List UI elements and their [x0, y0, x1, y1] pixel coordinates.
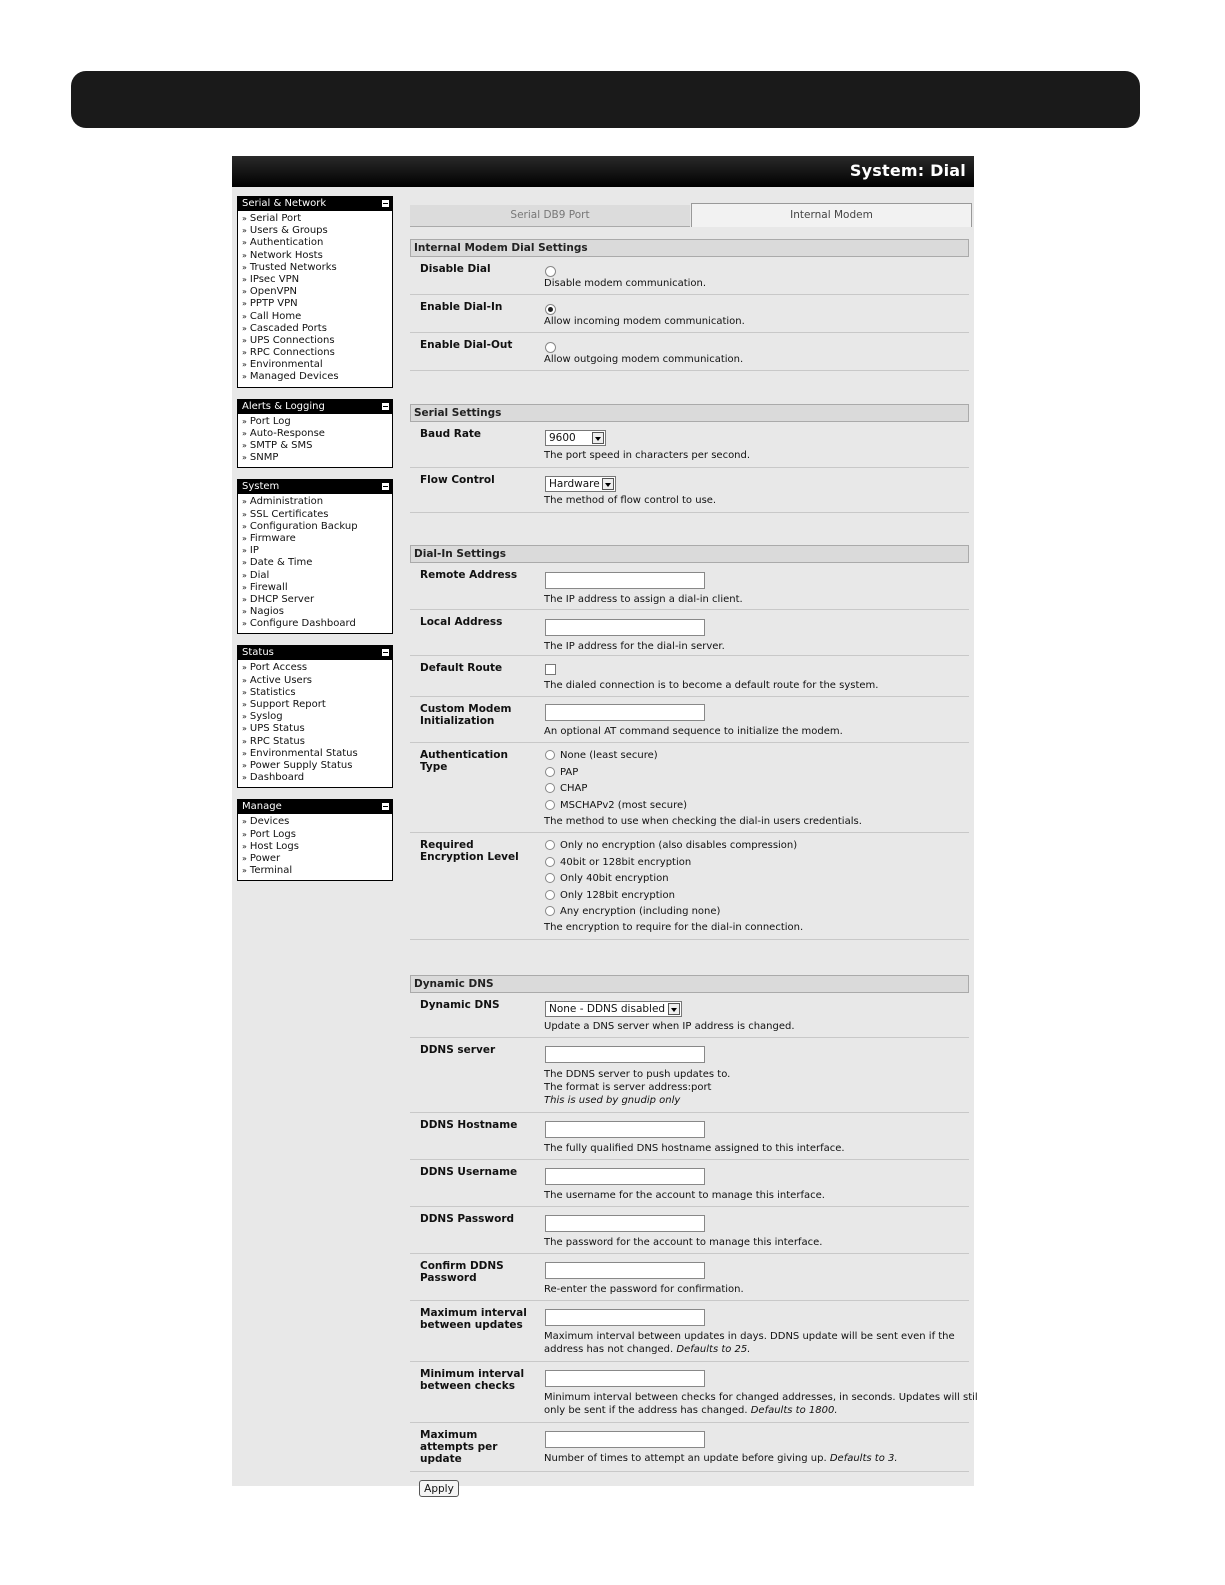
double-chevron-icon: »: [242, 687, 247, 697]
double-chevron-icon: »: [242, 226, 247, 236]
max-attempts-label: Maximum attempts per update: [420, 1429, 498, 1465]
encryption-radio[interactable]: [545, 840, 555, 850]
sidebar: [237, 196, 393, 892]
sidebar-item[interactable]: [242, 841, 392, 853]
sidebar-item-label: Devices: [249, 816, 290, 828]
encryption-option-label: Only no encryption (also disables compression): [560, 840, 798, 851]
sidebar-item-label: Dial: [249, 569, 270, 581]
collapse-icon[interactable]: [382, 403, 389, 410]
sidebar-item[interactable]: [242, 521, 392, 533]
ddns-hostname-row: [410, 1113, 969, 1160]
sidebar-item-label: RPC Status: [249, 735, 305, 747]
sidebar-item[interactable]: [242, 286, 392, 298]
encryption-option[interactable]: [545, 871, 797, 888]
sidebar-item-label: IP: [249, 545, 259, 557]
collapse-icon[interactable]: [382, 649, 389, 656]
sidebar-item-label: Power Supply Status: [249, 759, 353, 771]
encryption-label: Required Encryption Level: [420, 839, 519, 863]
disable-dial-radio[interactable]: [545, 266, 556, 277]
double-chevron-icon: »: [242, 607, 247, 617]
double-chevron-icon: »: [242, 663, 247, 673]
sidebar-item[interactable]: [242, 213, 392, 225]
double-chevron-icon: »: [242, 521, 247, 531]
flow-control-row: [410, 468, 969, 513]
enable-dialout-label: Enable Dial-Out: [420, 339, 513, 351]
ddns-server-input[interactable]: [545, 1046, 705, 1063]
sidebar-item-label: SMTP & SMS: [249, 440, 313, 451]
double-chevron-icon: »: [242, 372, 247, 382]
sidebar-item[interactable]: [242, 582, 392, 594]
double-chevron-icon: »: [242, 841, 247, 851]
sidebar-item[interactable]: [242, 687, 392, 699]
auth-type-option[interactable]: [545, 781, 687, 798]
sidebar-item-label: Environmental Status: [249, 747, 358, 759]
enable-dialin-label: Enable Dial-In: [420, 301, 503, 313]
sidebar-item[interactable]: [242, 323, 392, 335]
double-chevron-icon: »: [242, 214, 247, 223]
ddns-server-label: DDNS server: [420, 1044, 496, 1056]
sidebar-item[interactable]: [242, 675, 392, 687]
encryption-option[interactable]: [545, 855, 797, 872]
chevron-down-icon: [592, 432, 604, 444]
encryption-radio[interactable]: [545, 857, 555, 867]
encryption-row: [410, 833, 969, 940]
sidebar-item-label: Network Hosts: [249, 249, 323, 261]
flow-control-select[interactable]: [545, 476, 616, 492]
ddns-mode-value: None - DDNS disabled: [549, 1003, 666, 1015]
double-chevron-icon: »: [242, 582, 247, 592]
sidebar-item[interactable]: [242, 335, 392, 347]
double-chevron-icon: »: [242, 453, 247, 463]
remote-address-label: Remote Address: [420, 569, 518, 581]
ddns-username-label: DDNS Username: [420, 1166, 518, 1178]
max-interval-help: [544, 1330, 955, 1356]
double-chevron-icon: »: [242, 299, 247, 309]
double-chevron-icon: »: [242, 748, 247, 758]
encryption-option-label: Only 40bit encryption: [560, 873, 669, 884]
apply-button[interactable]: Apply: [419, 1480, 459, 1497]
double-chevron-icon: »: [242, 594, 247, 604]
default-route-help: The dialed connection is to become a default route for the system.: [544, 680, 879, 691]
sidebar-item-label: Statistics: [249, 686, 296, 698]
collapse-icon[interactable]: [382, 483, 389, 490]
sidebar-item[interactable]: [242, 699, 392, 711]
sidebar-item[interactable]: [242, 557, 392, 569]
auth-type-option[interactable]: [545, 765, 687, 782]
sidebar-item-label: Cascaded Ports: [249, 322, 327, 334]
sidebar-item[interactable]: [242, 748, 392, 760]
max-attempts-input[interactable]: [545, 1431, 705, 1448]
sidebar-item[interactable]: [242, 723, 392, 735]
collapse-icon[interactable]: [382, 200, 389, 207]
enable-dialout-radio[interactable]: [545, 342, 556, 353]
double-chevron-icon: »: [242, 570, 247, 580]
sidebar-item[interactable]: [242, 865, 392, 877]
double-chevron-icon: »: [242, 335, 247, 345]
sidebar-item-label: Trusted Networks: [249, 261, 337, 273]
sidebar-item-label: SSL Certificates: [249, 508, 329, 520]
double-chevron-icon: »: [242, 853, 247, 863]
double-chevron-icon: »: [242, 274, 247, 284]
page-banner: [71, 71, 1140, 128]
ddns-username-help: The username for the account to manage this interface.: [544, 1190, 825, 1201]
ddns-mode-row: [410, 993, 969, 1038]
sidebar-item[interactable]: [242, 416, 392, 428]
sidebar-item[interactable]: [242, 772, 392, 784]
double-chevron-icon: »: [242, 773, 247, 783]
ddns-password-help: The password for the account to manage this interface.: [544, 1237, 823, 1248]
ddns-username-row: [410, 1160, 969, 1207]
sidebar-item[interactable]: [242, 262, 392, 274]
max-interval-default: Defaults to 25.: [676, 1344, 751, 1355]
double-chevron-icon: »: [242, 497, 247, 507]
dialin-section: [410, 545, 969, 940]
ddns-server-row: [410, 1038, 969, 1113]
double-chevron-icon: »: [242, 724, 247, 734]
sidebar-item[interactable]: [242, 816, 392, 828]
min-interval-help-line: only be sent if the address has changed.: [544, 1405, 748, 1416]
ddns-confirm-row: [410, 1254, 969, 1301]
sidebar-item[interactable]: [242, 298, 392, 310]
auth-type-radio[interactable]: [545, 750, 555, 760]
sidebar-item-label: UPS Connections: [249, 334, 335, 346]
min-interval-help: [544, 1391, 978, 1417]
sidebar-item-label: RPC Connections: [249, 347, 335, 359]
sidebar-item-label: Dashboard: [249, 772, 305, 784]
section-header: Internal Modem Dial Settings: [410, 239, 969, 257]
auth-type-help: The method to use when checking the dial-in users credentials.: [544, 816, 862, 827]
sidebar-item-label: Support Report: [249, 699, 326, 710]
sidebar-item[interactable]: [242, 359, 392, 371]
sidebar-item-label: Serial Port: [249, 213, 302, 224]
sidebar-item-label: Configuration Backup: [249, 520, 358, 532]
max-attempts-row: [410, 1423, 969, 1472]
sidebar-item-label: Managed Devices: [249, 371, 339, 383]
flow-control-value: Hardware: [549, 478, 600, 490]
custom-init-help: An optional AT command sequence to initialize the modem.: [544, 726, 843, 737]
enable-dialin-row: [410, 295, 969, 333]
ddns-confirm-input[interactable]: [545, 1262, 705, 1279]
max-attempts-help-text: Number of times to attempt an update before giving up.: [544, 1453, 827, 1464]
encryption-radio[interactable]: [545, 873, 555, 883]
section-header: Dynamic DNS: [410, 975, 969, 993]
encryption-help: The encryption to require for the dial-in connection.: [544, 922, 804, 933]
sidebar-item-label: DHCP Server: [249, 593, 315, 605]
sidebar-section-title: Manage: [242, 801, 282, 813]
remote-address-row: [410, 563, 969, 610]
custom-init-row: [410, 697, 969, 743]
sidebar-section: [237, 799, 393, 881]
encryption-option[interactable]: [545, 888, 797, 905]
ddns-password-row: [410, 1207, 969, 1254]
min-interval-label: Minimum interval between checks: [420, 1368, 525, 1392]
main-content: [410, 203, 978, 1495]
min-interval-help-line: Minimum interval between checks for changed addresses, in seconds. Updates will stil: [544, 1392, 978, 1403]
local-address-row: [410, 610, 969, 656]
sidebar-section: [237, 479, 393, 634]
title-bar: [232, 156, 974, 187]
sidebar-item[interactable]: [242, 225, 392, 237]
sidebar-item[interactable]: [242, 452, 392, 464]
sidebar-item-label: Active Users: [249, 674, 313, 686]
sidebar-section: [237, 196, 393, 388]
sidebar-item-label: Port Access: [249, 662, 308, 674]
sidebar-section-header[interactable]: [238, 646, 392, 660]
sidebar-item-label: Date & Time: [249, 557, 313, 569]
double-chevron-icon: »: [242, 509, 247, 519]
default-route-checkbox[interactable]: [545, 664, 556, 675]
disable-dial-row: [410, 257, 969, 295]
double-chevron-icon: »: [242, 760, 247, 770]
enable-dialin-radio[interactable]: [545, 304, 556, 315]
encryption-option[interactable]: [545, 904, 797, 921]
double-chevron-icon: »: [242, 558, 247, 568]
double-chevron-icon: »: [242, 323, 247, 333]
local-address-help: The IP address for the dial-in server.: [544, 641, 725, 652]
sidebar-item-label: Firmware: [249, 532, 296, 544]
sidebar-section-title: Alerts & Logging: [242, 400, 325, 412]
ddns-hostname-help: The fully qualified DNS hostname assigned to this interface.: [544, 1143, 845, 1154]
custom-init-input[interactable]: [545, 704, 705, 721]
double-chevron-icon: »: [242, 311, 247, 321]
double-chevron-icon: »: [242, 428, 247, 438]
double-chevron-icon: »: [242, 700, 247, 709]
baud-rate-select[interactable]: [545, 430, 606, 446]
auth-type-option-label: PAP: [560, 766, 579, 778]
tab-internal-modem[interactable]: Internal Modem: [691, 203, 972, 227]
sidebar-item[interactable]: [242, 274, 392, 286]
ddns-confirm-label: Confirm DDNS Password: [420, 1260, 504, 1284]
sidebar-item-label: OpenVPN: [249, 286, 297, 298]
chevron-down-icon: [602, 478, 614, 490]
page-title: System: Dial: [849, 161, 966, 180]
sidebar-item-label: Power: [249, 852, 281, 864]
sidebar-section-header[interactable]: [238, 400, 392, 414]
double-chevron-icon: »: [242, 287, 247, 297]
sidebar-item[interactable]: [242, 237, 392, 249]
sidebar-item-label: Call Home: [249, 310, 302, 322]
auth-type-option[interactable]: [545, 748, 687, 765]
double-chevron-icon: »: [242, 817, 247, 827]
double-chevron-icon: »: [242, 262, 247, 272]
sidebar-item[interactable]: [242, 736, 392, 748]
app-window: [232, 156, 978, 1495]
max-interval-label: Maximum interval between updates: [420, 1307, 527, 1331]
min-interval-row: [410, 1362, 978, 1423]
min-interval-input[interactable]: [545, 1370, 705, 1387]
sidebar-item-label: Authentication: [249, 237, 324, 249]
sidebar-item[interactable]: [242, 371, 392, 383]
sidebar-item[interactable]: [242, 428, 392, 440]
encryption-option-label: Any encryption (including none): [560, 906, 721, 917]
sidebar-item[interactable]: [242, 829, 392, 841]
chevron-down-icon: [668, 1003, 680, 1015]
sidebar-item[interactable]: [242, 347, 392, 359]
sidebar-item-label: Nagios: [249, 606, 284, 618]
auth-type-option[interactable]: [545, 798, 687, 815]
double-chevron-icon: »: [242, 238, 247, 248]
sidebar-item[interactable]: [242, 618, 392, 630]
tab-bar: [410, 203, 971, 227]
encryption-option-label: Only 128bit encryption: [560, 889, 675, 901]
max-interval-row: [410, 1301, 969, 1362]
auth-type-option-label: None (least secure): [560, 750, 658, 761]
sidebar-item[interactable]: [242, 606, 392, 618]
ddns-hostname-label: DDNS Hostname: [420, 1119, 518, 1131]
ddns-confirm-help: Re-enter the password for confirmation.: [544, 1284, 744, 1295]
sidebar-item-label: Host Logs: [249, 840, 299, 852]
sidebar-section-header[interactable]: [238, 480, 392, 494]
sidebar-item[interactable]: [242, 311, 392, 323]
baud-rate-help: The port speed in characters per second.: [544, 450, 751, 461]
tab-serial-db9-port[interactable]: Serial DB9 Port: [410, 205, 690, 227]
baud-rate-row: [410, 422, 969, 468]
ddns-mode-select[interactable]: [545, 1001, 682, 1017]
ddns-server-help-note: This is used by gnudip only: [544, 1095, 681, 1106]
ddns-password-input[interactable]: [545, 1215, 705, 1232]
sidebar-item-label: Port Log: [249, 415, 291, 427]
double-chevron-icon: »: [242, 675, 247, 685]
local-address-label: Local Address: [420, 616, 503, 628]
auth-type-option-label: CHAP: [560, 783, 588, 794]
remote-address-input[interactable]: [545, 572, 705, 589]
max-interval-help-line: address has not changed.: [544, 1344, 674, 1355]
sidebar-item-label: Configure Dashboard: [249, 618, 356, 630]
modem-section: [410, 239, 969, 371]
sidebar-item[interactable]: [242, 533, 392, 545]
max-interval-help-line: Maximum interval between updates in days. DDNS update will be sent even if the: [544, 1331, 955, 1342]
encryption-options: [545, 838, 797, 921]
auth-type-radio[interactable]: [545, 767, 555, 777]
ddns-hostname-input[interactable]: [545, 1121, 705, 1138]
double-chevron-icon: »: [242, 416, 247, 426]
disable-dial-label: Disable Dial: [420, 263, 491, 275]
enable-dialout-row: [410, 333, 969, 371]
auth-type-radio[interactable]: [545, 800, 555, 810]
max-attempts-default: Defaults to 3.: [829, 1453, 898, 1464]
sidebar-item-label: Auto-Response: [249, 427, 325, 439]
encryption-option[interactable]: [545, 838, 797, 855]
encryption-option-label: 40bit or 128bit encryption: [560, 856, 692, 868]
sidebar-item-label: Firewall: [249, 581, 288, 593]
double-chevron-icon: »: [242, 736, 247, 746]
enable-dialin-help: Allow incoming modem communication.: [544, 316, 745, 327]
double-chevron-icon: »: [242, 619, 247, 629]
sidebar-item-label: Administration: [249, 496, 324, 508]
enable-dialout-help: Allow outgoing modem communication.: [544, 354, 744, 365]
max-interval-input[interactable]: [545, 1309, 705, 1326]
ddns-server-help: [544, 1068, 730, 1107]
sidebar-item[interactable]: [242, 250, 392, 262]
sidebar-item[interactable]: [242, 711, 392, 723]
double-chevron-icon: »: [242, 712, 247, 722]
ddns-username-input[interactable]: [545, 1168, 705, 1185]
sidebar-section-title: System: [242, 481, 280, 493]
double-chevron-icon: »: [242, 441, 247, 450]
sidebar-item[interactable]: [242, 509, 392, 521]
baud-rate-label: Baud Rate: [420, 428, 482, 440]
sidebar-item[interactable]: [242, 570, 392, 582]
sidebar-item[interactable]: [242, 496, 392, 508]
sidebar-item[interactable]: [242, 662, 392, 674]
remote-address-help: The IP address to assign a dial-in client.: [544, 594, 743, 605]
sidebar-item[interactable]: [242, 440, 392, 452]
sidebar-item-label: Terminal: [249, 865, 293, 877]
ddns-server-help-line: The format is server address:port: [544, 1082, 712, 1093]
sidebar-item[interactable]: [242, 594, 392, 606]
auth-type-option-label: MSCHAPv2 (most secure): [560, 799, 688, 811]
ddns-mode-help: Update a DNS server when IP address is changed.: [544, 1021, 795, 1032]
serial-section: [410, 404, 969, 513]
flow-control-help: The method of flow control to use.: [544, 495, 717, 506]
encryption-radio[interactable]: [545, 906, 555, 916]
sidebar-section-title: Serial & Network: [242, 198, 327, 209]
sidebar-item[interactable]: [242, 760, 392, 772]
local-address-input[interactable]: [545, 619, 705, 636]
default-route-label: Default Route: [420, 662, 503, 674]
sidebar-item[interactable]: [242, 853, 392, 865]
sidebar-section: [237, 399, 393, 469]
sidebar-item-label: SNMP: [249, 452, 279, 464]
double-chevron-icon: »: [242, 829, 247, 839]
encryption-radio[interactable]: [545, 890, 555, 900]
custom-init-label: Custom Modem Initialization: [420, 703, 512, 727]
flow-control-label: Flow Control: [420, 474, 495, 486]
default-route-row: [410, 656, 969, 697]
sidebar-section-header[interactable]: [238, 800, 392, 814]
auth-type-label: Authentication Type: [420, 749, 508, 773]
sidebar-item-label: Port Logs: [249, 828, 296, 840]
auth-type-options: [545, 748, 687, 814]
ddns-password-label: DDNS Password: [420, 1213, 515, 1225]
ddns-server-help-line: The DDNS server to push updates to.: [544, 1069, 731, 1080]
auth-type-row: [410, 743, 969, 833]
sidebar-section-title: Status: [242, 647, 274, 659]
double-chevron-icon: »: [242, 546, 247, 556]
sidebar-section-header[interactable]: [238, 197, 392, 211]
sidebar-item-label: IPsec VPN: [249, 273, 300, 285]
sidebar-item-label: Users & Groups: [249, 225, 328, 237]
min-interval-default: Defaults to 1800.: [750, 1405, 838, 1416]
sidebar-section: [237, 645, 393, 788]
ddns-mode-label: Dynamic DNS: [420, 999, 500, 1011]
collapse-icon[interactable]: [382, 803, 389, 810]
double-chevron-icon: »: [242, 360, 247, 370]
section-header: Dial-In Settings: [410, 545, 969, 563]
auth-type-radio[interactable]: [545, 783, 555, 793]
section-header: Serial Settings: [410, 404, 969, 422]
max-attempts-help: [544, 1452, 898, 1465]
double-chevron-icon: »: [242, 348, 247, 358]
sidebar-item-label: Syslog: [249, 711, 283, 723]
disable-dial-help: Disable modem communication.: [544, 278, 707, 289]
double-chevron-icon: »: [242, 533, 247, 543]
sidebar-item-label: PPTP VPN: [249, 298, 298, 310]
baud-rate-value: 9600: [549, 432, 576, 444]
double-chevron-icon: »: [242, 866, 247, 876]
sidebar-item-label: Environmental: [249, 359, 323, 371]
double-chevron-icon: »: [242, 250, 247, 260]
ddns-section: [410, 975, 978, 1496]
sidebar-item-label: UPS Status: [249, 723, 305, 735]
sidebar-item[interactable]: [242, 545, 392, 557]
